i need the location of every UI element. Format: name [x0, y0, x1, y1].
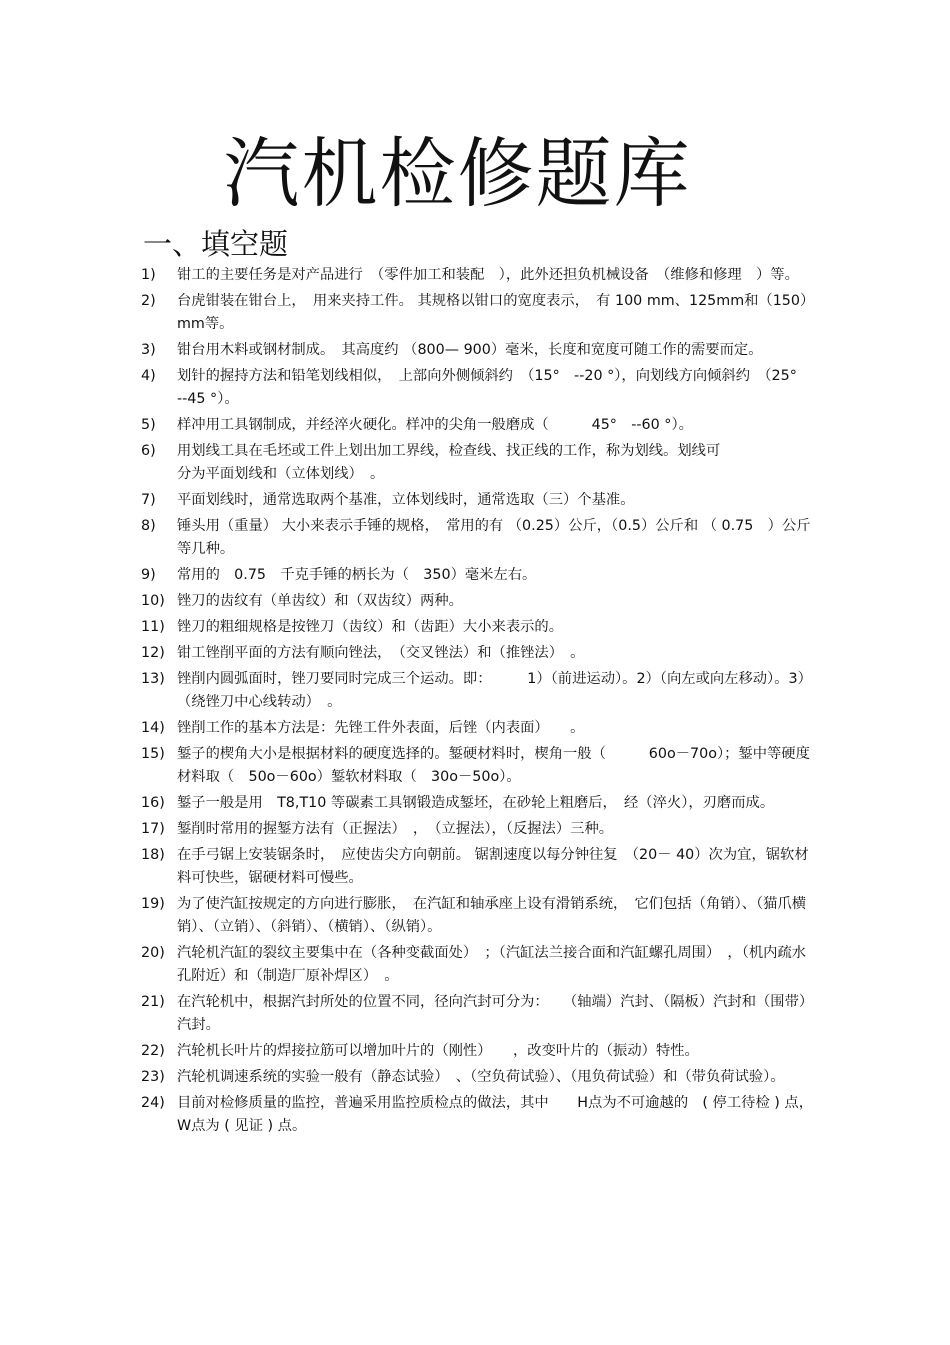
question-number: 24) [141, 1095, 165, 1111]
question-text: 在手弓锯上安装锯条时， 应使齿尖方向朝前。 锯割速度以每分钟往复 （20－ 40）次为宜，锯软材料可快些，锯硬材料可慢些。 [177, 847, 809, 886]
question-number: 13) [141, 671, 165, 687]
question-text: 锉刀的粗细规格是按锉刀（齿纹）和（齿距）大小来表示的。 [177, 619, 564, 635]
question-number: 14) [141, 720, 165, 736]
question-item [0, 1092, 950, 1138]
question-text: 用划线工具在毛坯或工件上划出加工界线，检查线、找正线的工作，称为划线。划线可 分为平面划线和（立体划线） 。 [177, 443, 721, 482]
question-number: 6) [141, 443, 156, 459]
question-item [0, 893, 950, 939]
question-number: 22) [141, 1043, 165, 1059]
question-item [0, 642, 950, 665]
question-item [0, 792, 950, 815]
question-text: 汽轮机调速系统的实验一般有（静态试验） 、（空负荷试验）、（甩负荷试验）和（带负荷试验）。 [177, 1069, 785, 1085]
section-heading: 一、填空题 [143, 227, 289, 261]
question-item [0, 743, 950, 789]
question-text: 平面划线时，通常选取两个基准，立体划线时，通常选取（三）个基准。 [177, 492, 635, 508]
question-number: 8) [141, 518, 156, 534]
question-text: 在汽轮机中，根据汽封所处的位置不同，径向汽封可分为： （轴端）汽封、（隔板）汽封和（围带）汽封。 [177, 994, 807, 1033]
question-text: 钳工的主要任务是对产品进行 （零件加工和装配 ），此外还担负机械设备 （维修和修理 ）等。 [177, 267, 799, 283]
question-text: 目前对检修质量的监控，普遍采用监控质检点的做法，其中 H点为不可逾越的 ( 停工待检 ) 点， W点为 ( 见证 ) 点。 [177, 1095, 821, 1134]
question-item [0, 564, 950, 587]
question-item [0, 515, 950, 561]
question-number: 11) [141, 619, 165, 635]
question-number: 2) [141, 293, 156, 309]
question-number: 17) [141, 821, 165, 837]
question-item [0, 489, 950, 512]
question-text: 样冲用工具钢制成，并经淬火硬化。样冲的尖角一般磨成（ 45° --60 °）。 [177, 417, 693, 433]
question-item [0, 818, 950, 841]
page-title: 汽机检修题库 [223, 129, 692, 218]
question-text: 錾削时常用的握錾方法有（正握法） ， （立握法），（反握法）三种。 [177, 821, 614, 837]
question-number: 15) [141, 746, 165, 762]
question-item [0, 1040, 950, 1063]
question-number: 7) [141, 492, 156, 508]
question-text: 汽轮机长叶片的焊接拉筋可以增加叶片的（刚性） ，改变叶片的（振动）特性。 [177, 1043, 699, 1059]
question-item [0, 264, 950, 287]
question-item [0, 616, 950, 639]
question-text: 錾子的楔角大小是根据材料的硬度选择的。錾硬材料时，楔角一般（ 60o－70o）；錾中等硬度材料取（ 50o－60o）錾软材料取（ 30o－50o）。 [177, 746, 810, 785]
question-text: 台虎钳装在钳台上， 用来夹持工件。 其规格以钳口的宽度表示， 有 100 mm、125mm和（150）mm等。 [177, 293, 808, 332]
question-item [0, 590, 950, 613]
question-text: 划针的握持方法和铅笔划线相似， 上部向外侧倾斜约 （15° --20 °），向划线方向倾斜约 （25° --45 °）。 [177, 368, 812, 407]
question-text: 常用的 0.75 千克手锤的柄长为（ 350）毫米左右。 [177, 567, 537, 583]
question-number: 5) [141, 417, 156, 433]
question-number: 3) [141, 342, 156, 358]
question-number: 10) [141, 593, 165, 609]
question-number: 20) [141, 945, 165, 961]
question-item [0, 365, 950, 411]
question-number: 21) [141, 994, 165, 1010]
question-text: 为了使汽缸按规定的方向进行膨胀， 在汽缸和轴承座上设有滑销系统， 它们包括（角销）、（猫爪横销）、（立销）、（斜销）、（横销）、（纵销）。 [177, 896, 807, 935]
question-item [0, 339, 950, 362]
question-text: 钳台用木料或钢材制成。 其高度约 （800— 900）毫米，长度和宽度可随工作的需要而定。 [177, 342, 763, 358]
question-text: 錾子一般是用 T8,T10 等碳素工具钢锻造成錾坯，在砂轮上粗磨后， 经（淬火），刃磨而成。 [177, 795, 775, 811]
question-number: 1) [141, 267, 156, 283]
question-number: 9) [141, 567, 156, 583]
question-text: 钳工锉削平面的方法有顺向锉法， （交叉锉法）和（推锉法） 。 [177, 645, 585, 661]
question-number: 4) [141, 368, 156, 384]
question-number: 12) [141, 645, 165, 661]
question-item [0, 991, 950, 1037]
question-list [0, 264, 950, 1141]
question-item [0, 1066, 950, 1089]
question-item [0, 668, 950, 714]
question-item [0, 717, 950, 740]
question-text: 汽轮机汽缸的裂纹主要集中在（各种变截面处） ；（汽缸法兰接合面和汽缸螺孔周围） ，（机内疏水孔附近）和（制造厂原补焊区） 。 [177, 945, 807, 984]
question-item [0, 414, 950, 437]
question-number: 16) [141, 795, 165, 811]
question-text: 锉削内圆弧面时，锉刀要同时完成三个运动。即： 1）（前进运动）。2）（向左或向左移动）。3）（绕锉刀中心线转动） 。 [177, 671, 805, 710]
question-item [0, 440, 950, 486]
question-item [0, 844, 950, 890]
question-item [0, 290, 950, 336]
question-number: 18) [141, 847, 165, 863]
question-text: 锉刀的齿纹有（单齿纹）和（双齿纹）两种。 [177, 593, 463, 609]
question-text: 锤头用（重量） 大小来表示手锤的规格， 常用的有 （0.25）公斤，（0.5）公斤和 （ 0.75 ）公斤等几种。 [177, 518, 811, 557]
question-number: 23) [141, 1069, 165, 1085]
question-text: 锉削工作的基本方法是：先锉工件外表面，后锉（内表面） 。 [177, 720, 585, 736]
question-item [0, 942, 950, 988]
question-number: 19) [141, 896, 165, 912]
